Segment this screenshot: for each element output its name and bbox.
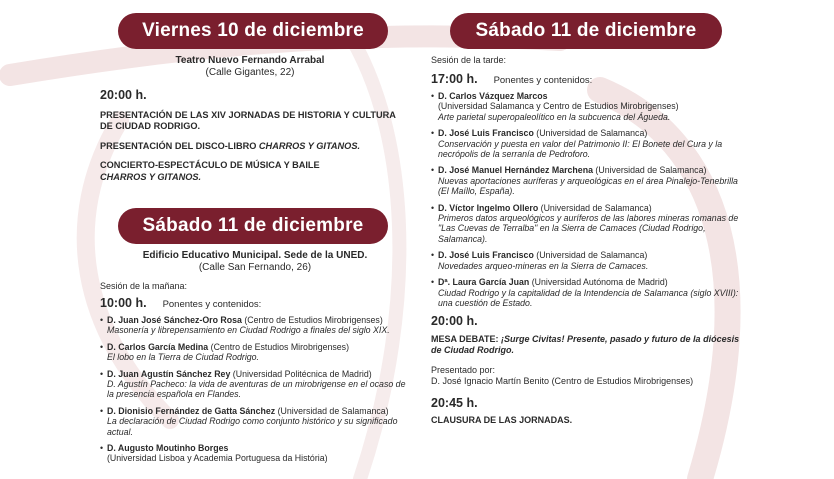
speaker-item [100, 443, 410, 464]
event-disco-libro-prefix: PRESENTACIÓN DEL DISCO-LIBRO [100, 140, 259, 151]
debate-title [431, 334, 746, 357]
speaker-name: D. Víctor Ingelmo Ollero [438, 202, 539, 213]
speaker-talk: Conservación y puesta en valor del Patrimonio II: El Bonete del Cura y la necrópolis de la serranía de Pedroforo. [438, 138, 723, 160]
speaker-affiliation: (Universidad Politécnica de Madrid) [230, 368, 372, 379]
venue-name: Teatro Nuevo Fernando Arrabal [175, 55, 325, 66]
speaker-name: D. José Manuel Hernández Marchena [438, 165, 593, 176]
speaker-affiliation: (Universidad Autónoma de Madrid) [529, 277, 668, 288]
speaker-item [100, 369, 410, 400]
day-header-sabado-left: Sábado 11 de diciembre [118, 208, 388, 244]
speaker-name: D. Dionisio Fernández de Gatta Sánchez [107, 405, 276, 416]
speaker-affiliation: (Universidad de Salamanca) [533, 128, 648, 139]
speaker-name: Dª. Laura García Juan [438, 277, 530, 288]
speaker-name: D. José Luis Francisco [438, 128, 534, 139]
speaker-name: D. Carlos Vázquez Marcos [438, 91, 548, 101]
speaker-talk: Novedades arqueo-mineras en la Sierra de Camaces. [438, 260, 649, 271]
speaker-item [100, 406, 410, 437]
session-morning-label: Sesión de la mañana: [100, 281, 188, 291]
closing-text: CLAUSURA DE LAS JORNADAS. [431, 415, 573, 426]
speaker-affiliation: (Universidad de Salamanca) [592, 165, 707, 176]
venue2-name: Edificio Educativo Municipal. Sede de la UNED. [142, 250, 368, 261]
debate-title-text: ¡Surge Civitas! Presente, pasado y futuro de la diócesis de Ciudad Rodrigo. [431, 333, 740, 356]
speaker-name: D. Augusto Moutinho Borges [107, 443, 229, 454]
speaker-affiliation: (Universidad de Salamanca) [538, 202, 652, 213]
event-disco-libro-title: CHARROS Y GITANOS. [258, 140, 360, 151]
speaker-affiliation: (Centro de Estudios Mirobrigenses) [241, 315, 383, 325]
left-column-top [100, 55, 400, 191]
presenter [431, 376, 746, 388]
speaker-item [100, 342, 410, 363]
speaker-affiliation: (Universidad de Salamanca) [533, 250, 648, 261]
speaker-talk: Masonería y librepensamiento en Ciudad Rodrigo a finales del siglo XIX. [107, 325, 390, 336]
event-concierto-prefix: CONCIERTO-ESPECTÁCULO DE MÚSICA Y BAILE [100, 160, 320, 170]
speaker-name: D. Juan Agustín Sánchez Rey [107, 368, 231, 379]
speaker-talk: Arte parietal superopaleolítico en la subcuenca del Águeda. [438, 111, 671, 122]
speaker-affiliation: (Universidad Salamanca y Centro de Estudios Mirobrigenses) [438, 101, 679, 112]
day-header-viernes: Viernes 10 de diciembre [118, 13, 388, 49]
venue2-address: (Calle San Fernando, 26) [198, 261, 312, 273]
event-concierto-title: CHARROS Y GITANOS. [100, 171, 202, 182]
day-header-sabado-right: Sábado 11 de diciembre [450, 13, 722, 49]
presenter-name: D. José Ignacio Martín Benito [431, 376, 550, 387]
debate-time: 20:00 h. [431, 314, 478, 329]
left-column-bottom [100, 250, 410, 470]
presenter-affiliation: (Centro de Estudios Mirobrigenses) [549, 376, 694, 387]
speaker-talk: El lobo en la Tierra de Ciudad Rodrigo. [107, 352, 259, 363]
right-column [431, 55, 746, 427]
speaker-item [431, 203, 746, 245]
speaker-talk: Primeros datos arqueológicos y auríferos de las labores mineras romanas de "Las Cuevas de Terralba" en la Sierra de Camaces (Ciudad Rodrigo, Salamanca). [438, 213, 739, 244]
speaker-name: D. Juan José Sánchez-Oro Rosa [107, 315, 242, 325]
speaker-talk: D. Agustín Pacheco: la vida de aventuras de un mirobrigense en el ocaso de la presencia española en Flandes. [107, 379, 406, 400]
speaker-affiliation: (Universidad de Salamanca) [275, 405, 389, 416]
debate-prefix: MESA DEBATE: [431, 333, 502, 344]
event-presentation: PRESENTACIÓN DE LAS XIV JORNADAS DE HISTORIA Y CULTURA DE CIUDAD RODRIGO. [100, 109, 396, 131]
speaker-item [431, 128, 746, 159]
session-afternoon-header [431, 71, 746, 87]
speaker-item [431, 250, 746, 271]
speaker-affiliation: (Centro de Estudios Mirobrigenses) [208, 341, 350, 352]
event-disco-libro [100, 141, 400, 153]
session-afternoon-time: 17:00 h. [431, 71, 478, 86]
speaker-name: D. José Luis Francisco [438, 250, 534, 261]
speaker-item [431, 165, 746, 196]
session-afternoon-sub: Ponentes y contenidos: [493, 74, 593, 86]
session-morning-header [100, 295, 410, 311]
speaker-item [431, 91, 746, 122]
session-morning-sub: Ponentes y contenidos: [162, 298, 262, 310]
closing-time: 20:45 h. [431, 395, 478, 410]
presented-by-label: Presentado por: [431, 364, 496, 375]
speaker-talk: Nuevas aportaciones auríferas y arqueológicas en el área Pinalejo-Tenebrilla (El Maíllo, España). [438, 175, 738, 197]
session-afternoon-label: Sesión de la tarde: [431, 55, 507, 65]
event-time: 20:00 h. [100, 88, 147, 102]
venue-address: (Calle Gigantes, 22) [205, 66, 295, 78]
speaker-item [431, 277, 746, 308]
session-morning-time: 10:00 h. [100, 295, 147, 310]
speaker-talk: (Universidad Lisboa y Academia Portuguesa da História) [107, 453, 328, 464]
speaker-item [100, 315, 410, 336]
speaker-name: D. Carlos García Medina [107, 341, 209, 352]
event-concierto [100, 160, 400, 183]
speaker-talk: La declaración de Ciudad Rodrigo como conjunto histórico y su significado actual. [107, 416, 398, 437]
speaker-talk: Ciudad Rodrigo y la capitalidad de la Intendencia de Salamanca (siglo XVIII): una cuestión de Estado. [438, 287, 739, 308]
